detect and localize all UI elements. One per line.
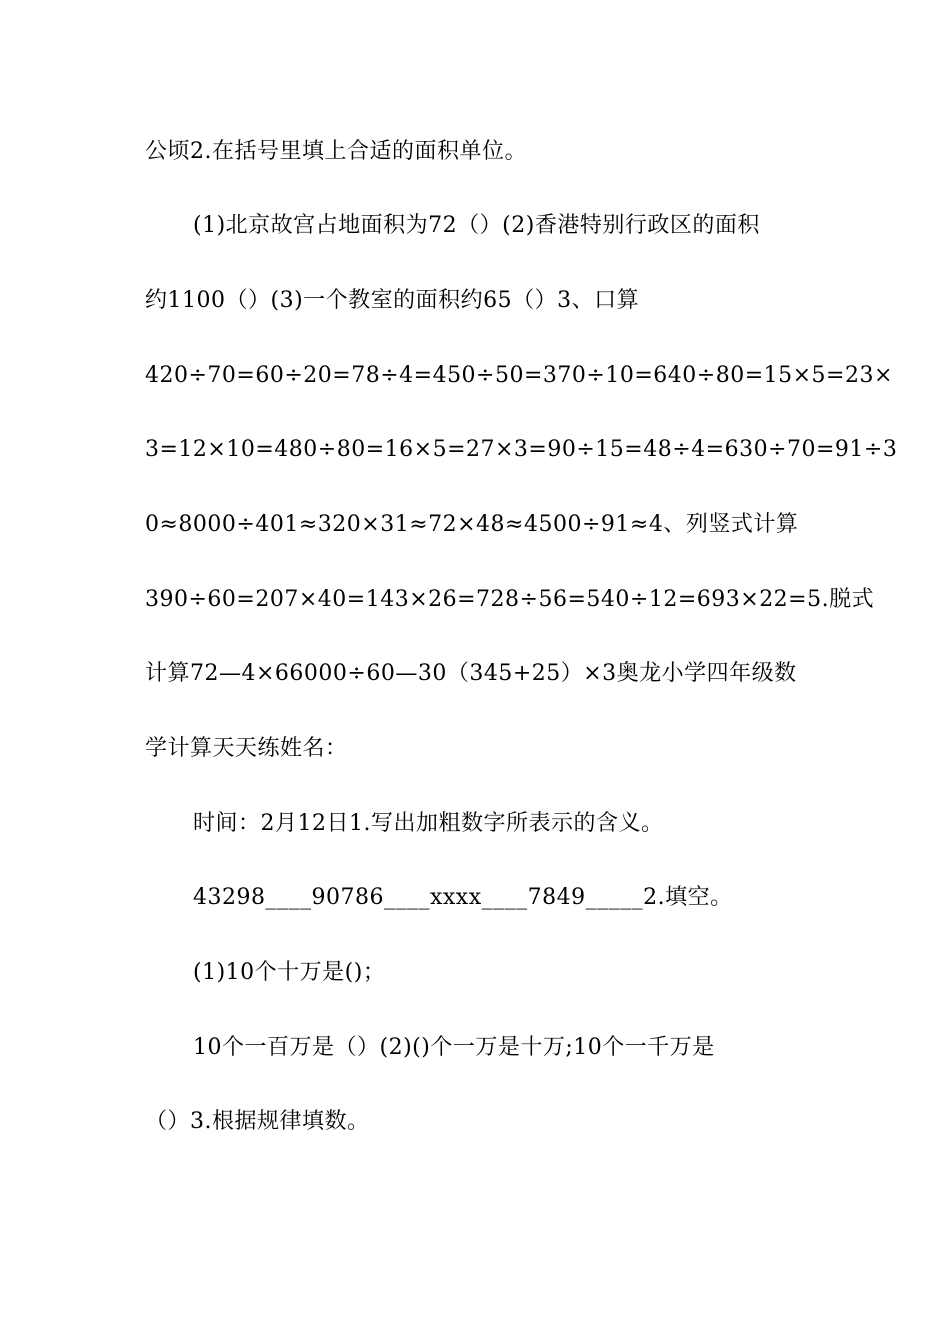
text-line-1: 公顷2.在括号里填上合适的面积单位。 (145, 139, 527, 164)
text-line-13: 10个一百万是（）(2)()个一万是十万;10个一千万是 (193, 1035, 715, 1060)
text-line-5: 3=12×10=480÷80=16×5=27×3=90÷15=48÷4=630÷70=91÷3 (145, 437, 898, 462)
text-line-9: 学计算天天练姓名： (145, 736, 348, 761)
text-line-10: 时间：2月12日1.写出加粗数字所表示的含义。 (193, 811, 664, 836)
text-line-3: 约1100（）(3)一个教室的面积约65（）3、口算 (145, 288, 640, 313)
text-line-4: 420÷70=60÷20=78÷4=450÷50=370÷10=640÷80=15×5=23× (145, 363, 893, 388)
text-line-8: 计算72—4×66000÷60—30（345+25）×3奥龙小学四年级数 (145, 661, 797, 686)
text-line-14: （）3.根据规律填数。 (145, 1109, 370, 1134)
text-line-6: 0≈8000÷401≈320×31≈72×48≈4500÷91≈4、列竖式计算 (145, 512, 799, 537)
text-line-11: 43298____90786____xxxx____7849_____2.填空。 (193, 885, 733, 910)
text-line-7: 390÷60=207×40=143×26=728÷56=540÷12=693×22=5.脱式 (145, 587, 875, 612)
text-line-12: (1)10个十万是()； (193, 960, 386, 985)
text-line-2: (1)北京故宫占地面积为72（）(2)香港特别行政区的面积 (193, 213, 760, 238)
